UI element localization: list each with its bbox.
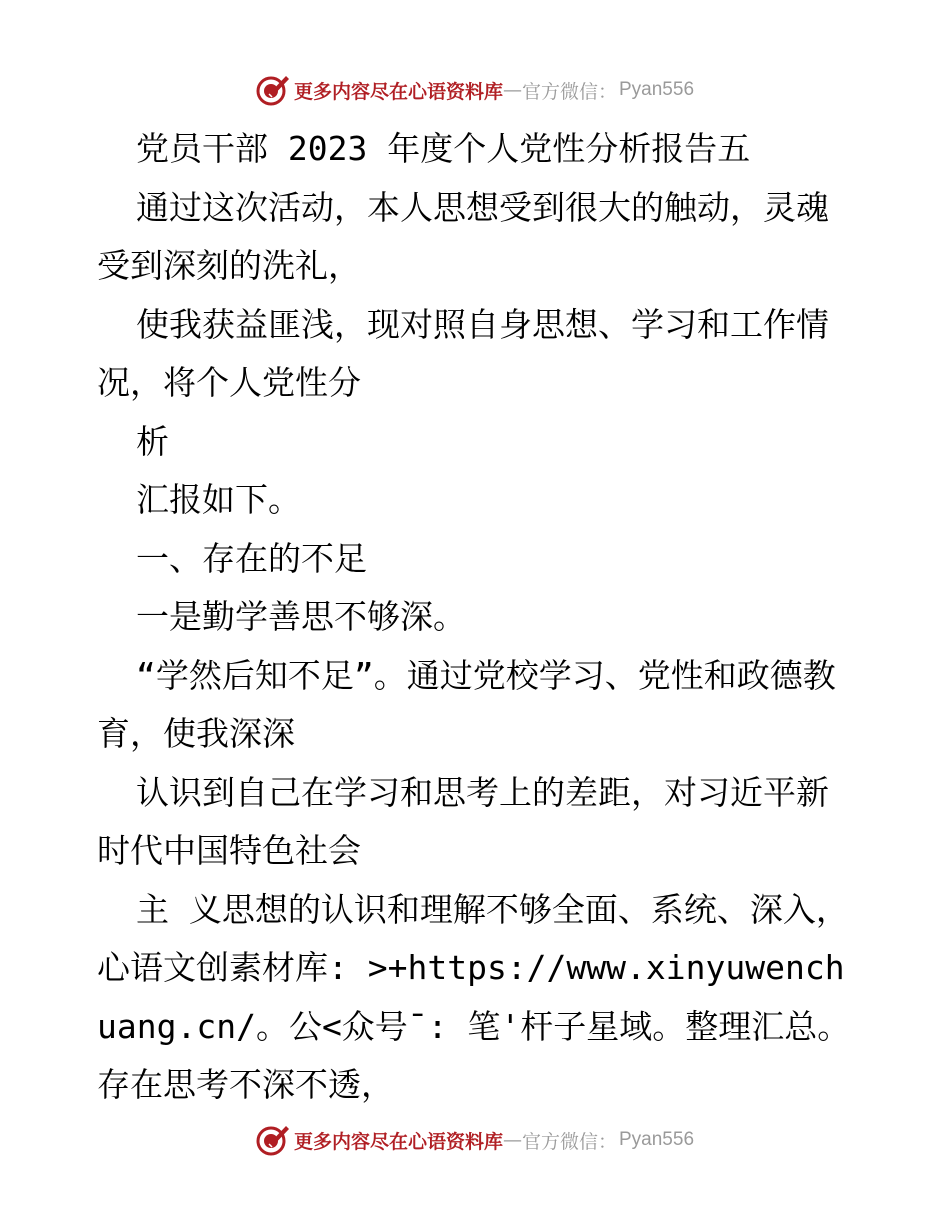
banner-brand-text: 更多内容尽在心语资料库 xyxy=(293,1130,503,1153)
banner-wechat-id: Pyan556 xyxy=(619,1129,695,1150)
banner-dash: — xyxy=(502,79,522,101)
subsection-heading: 一是勤学善思不够深。 xyxy=(136,597,466,636)
banner-dash: — xyxy=(502,1129,522,1151)
document-paragraph: 主 义思想的认识和理解不够全面、系统、深入，心语文创素材库: >+https://www.xinyuwenchuang.cn/。公<众号¯: 笔'杆子星域。整理汇总。存在思考不深不透， xyxy=(97,889,851,1104)
banner-wechat-id: Pyan556 xyxy=(619,79,695,100)
document-paragraph: 汇报如下。 xyxy=(136,480,301,519)
section-heading: 一、存在的不足 xyxy=(136,538,367,578)
footer-watermark-banner xyxy=(0,1120,950,1160)
banner-wechat-label: 官方微信： xyxy=(521,1130,617,1153)
document-paragraph: “学然后知不足”。通过党校学习、党性和政德教育，使我深深 xyxy=(97,655,836,753)
brand-logo-icon xyxy=(256,1123,290,1157)
document-paragraph: 通过这次活动，本人思想受到很大的触动，灵魂受到深刻的洗礼， xyxy=(97,187,829,285)
header-watermark-banner xyxy=(0,70,950,110)
banner-wechat-label: 官方微信： xyxy=(521,80,617,103)
document-title: 党员干部 2023 年度个人党性分析报告五 xyxy=(136,129,751,168)
document-paragraph: 使我获益匪浅，现对照自身思想、学习和工作情况，将个人党性分 xyxy=(97,304,829,402)
document-body xyxy=(97,120,857,1115)
banner-brand-text: 更多内容尽在心语资料库 xyxy=(293,80,503,103)
document-paragraph: 析 xyxy=(136,421,169,461)
document-paragraph: 认识到自己在学习和思考上的差距，对习近平新时代中国特色社会 xyxy=(97,772,829,870)
brand-logo-icon xyxy=(256,73,290,107)
